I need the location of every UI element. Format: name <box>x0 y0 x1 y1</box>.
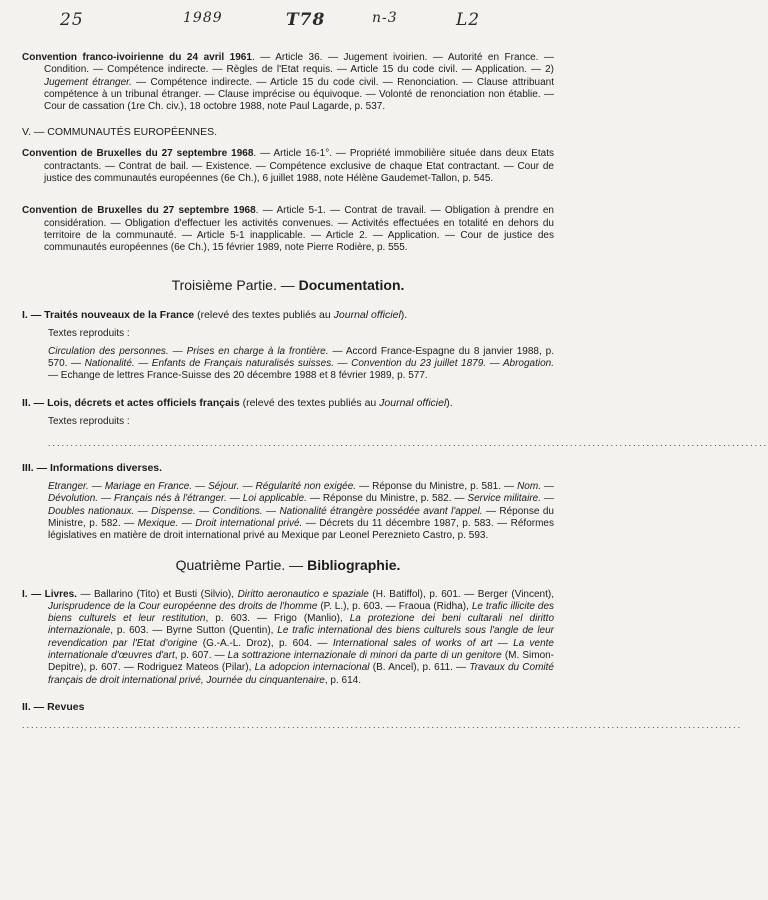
handwritten-note-4: n-3 <box>372 10 398 26</box>
handwritten-note-2: 1989 <box>183 10 223 26</box>
handwritten-note-5: L2 <box>456 10 481 30</box>
handwritten-note-1: 25 <box>60 10 84 30</box>
convention-bruxelles-2: Convention de Bruxelles du 27 septembre 1968. — Article 5-1. — Contrat de travail. — Obligation à prendre en considération. — Obligation d'effectuer les activités convenues. — Activités effectuées en totalité en dehors du territoire de la communauté. — Article 5-1 inapplicable. — Article 2. — Application. — Cour de justice des communautés européennes (6e Ch.), 15 février 1989, note Pierre Rodière, p. 555. <box>22 205 554 254</box>
document-page <box>22 52 768 744</box>
heading-informations: III. — Informations diverses. <box>22 462 163 475</box>
informations-body: Etranger. — Mariage en France. — Séjour. — Régularité non exigée. — Réponse du Ministre, p. 581. — Nom. — Dévolution. — Français nés à l'étranger. — Loi applicable. — Réponse du Ministre, p. 582. — Service militaire. — Doubles nationaux. — Dispense. — Conditions. — Nationalité étrangère possédée avant l'appel. — Réponse du Ministre, p. 582. — Mexique. — Droit international privé. — Décrets du 11 décembre 1987, p. 583. — Réformes législatives en matière de droit international privé au Mexique par Leonel Pereznieto Castro, p. 593. <box>48 481 555 542</box>
part-title-bibliographie: Quatrième Partie. — Bibliographie. <box>175 556 401 573</box>
convention-ivoirienne: Convention franco-ivoirienne du 24 avril 1961. — Article 36. — Jugement ivoirien. — Autorité en France. — Condition. — Compétence indirecte. — Règles de l'Etat requis. — Article 15 du code civil. — Application. — 2) Jugement étranger. — Compétence indirecte. — Article 15 du code civil. — Renonciation. — Clause attribuant compétence à un tribunal étranger. — Clause imprécise ou équivoque. — Volonté de renonciation non établie. — Cour de cassation (1re Ch. civ.), 18 octobre 1988, note Paul Lagarde, p. 537. <box>22 52 554 113</box>
handwritten-note-3: T78 <box>286 10 326 30</box>
dotted-leader-2: ................................................................................................................................................................ <box>22 719 743 730</box>
section-heading-communautes: V. — COMMUNAUTÉS EUROPÉENNES. <box>22 126 218 139</box>
heading-lois: II. — Lois, décrets et actes officiels français (relevé des textes publiés au Journal officiel). <box>22 396 453 409</box>
traites-body: Circulation des personnes. — Prises en charge à la frontière. — Accord France-Espagne du 8 janvier 1988, p. 570. — Nationalité. — Enfants de Français naturalisés suisses. — Convention du 23 juillet 1879. — Abrogation. — Echange de lettres France-Suisse des 20 décembre 1988 et 8 février 1989, p. 577. <box>48 345 554 382</box>
convention-bruxelles-1: Convention de Bruxelles du 27 septembre 1968. — Article 16-1°. — Propriété immobilière située dans deux Etats contractants. — Contrat de bail. — Existence. — Compétence exclusive de chaque Etat contractant. — Cour de justice des communautés européennes (6e Ch.), 6 juillet 1988, note Hélène Gaudemet-Tallon, p. 545. <box>22 148 554 185</box>
heading-revues: II. — Revues <box>22 700 85 713</box>
part-title-documentation: Troisième Partie. — Documentation. <box>171 276 405 293</box>
textes-reproduits-label-2: Textes reproduits : <box>48 415 130 427</box>
dotted-leader: ................................................................................................................................................................ <box>48 438 768 449</box>
textes-reproduits-label: Textes reproduits : <box>48 327 130 339</box>
livres-body: I. — Livres. — Ballarino (Tito) et Busti (Silvio), Diritto aeronautico e spaziale (H. Batiffol), p. 601. — Berger (Vincent), Jurisprudence de la Cour européenne des droits de l'homme (P. L.), p. 603. — Fraoua (Ridha), Le trafic illicite des biens culturels et leur restitution, p. 603. — Frigo (Manlio), La protezione dei beni cultarali nel diritto internazionale, p. 603. — Byrne Sutton (Quentin), Le trafic international des biens culturels sous l'angle de leur revendication par l'Etat d'origine (G.-A.-L. Droz), p. 604. — International sales of works of art — La vente internationale d'œuvres d'art, p. 607. — La sottrazione internazionale di minori da parte di un genitore (M. Simon-Depitre), p. 607. — Rodriguez Mateos (Pilar), La adopcion internacional (B. Ancel), p. 611. — Travaux du Comité français de droit international privé, Journée du cinquantenaire, p. 614. <box>22 588 555 686</box>
heading-traites: I. — Traités nouveaux de la France (relevé des textes publiés au Journal officiel). <box>22 308 408 321</box>
